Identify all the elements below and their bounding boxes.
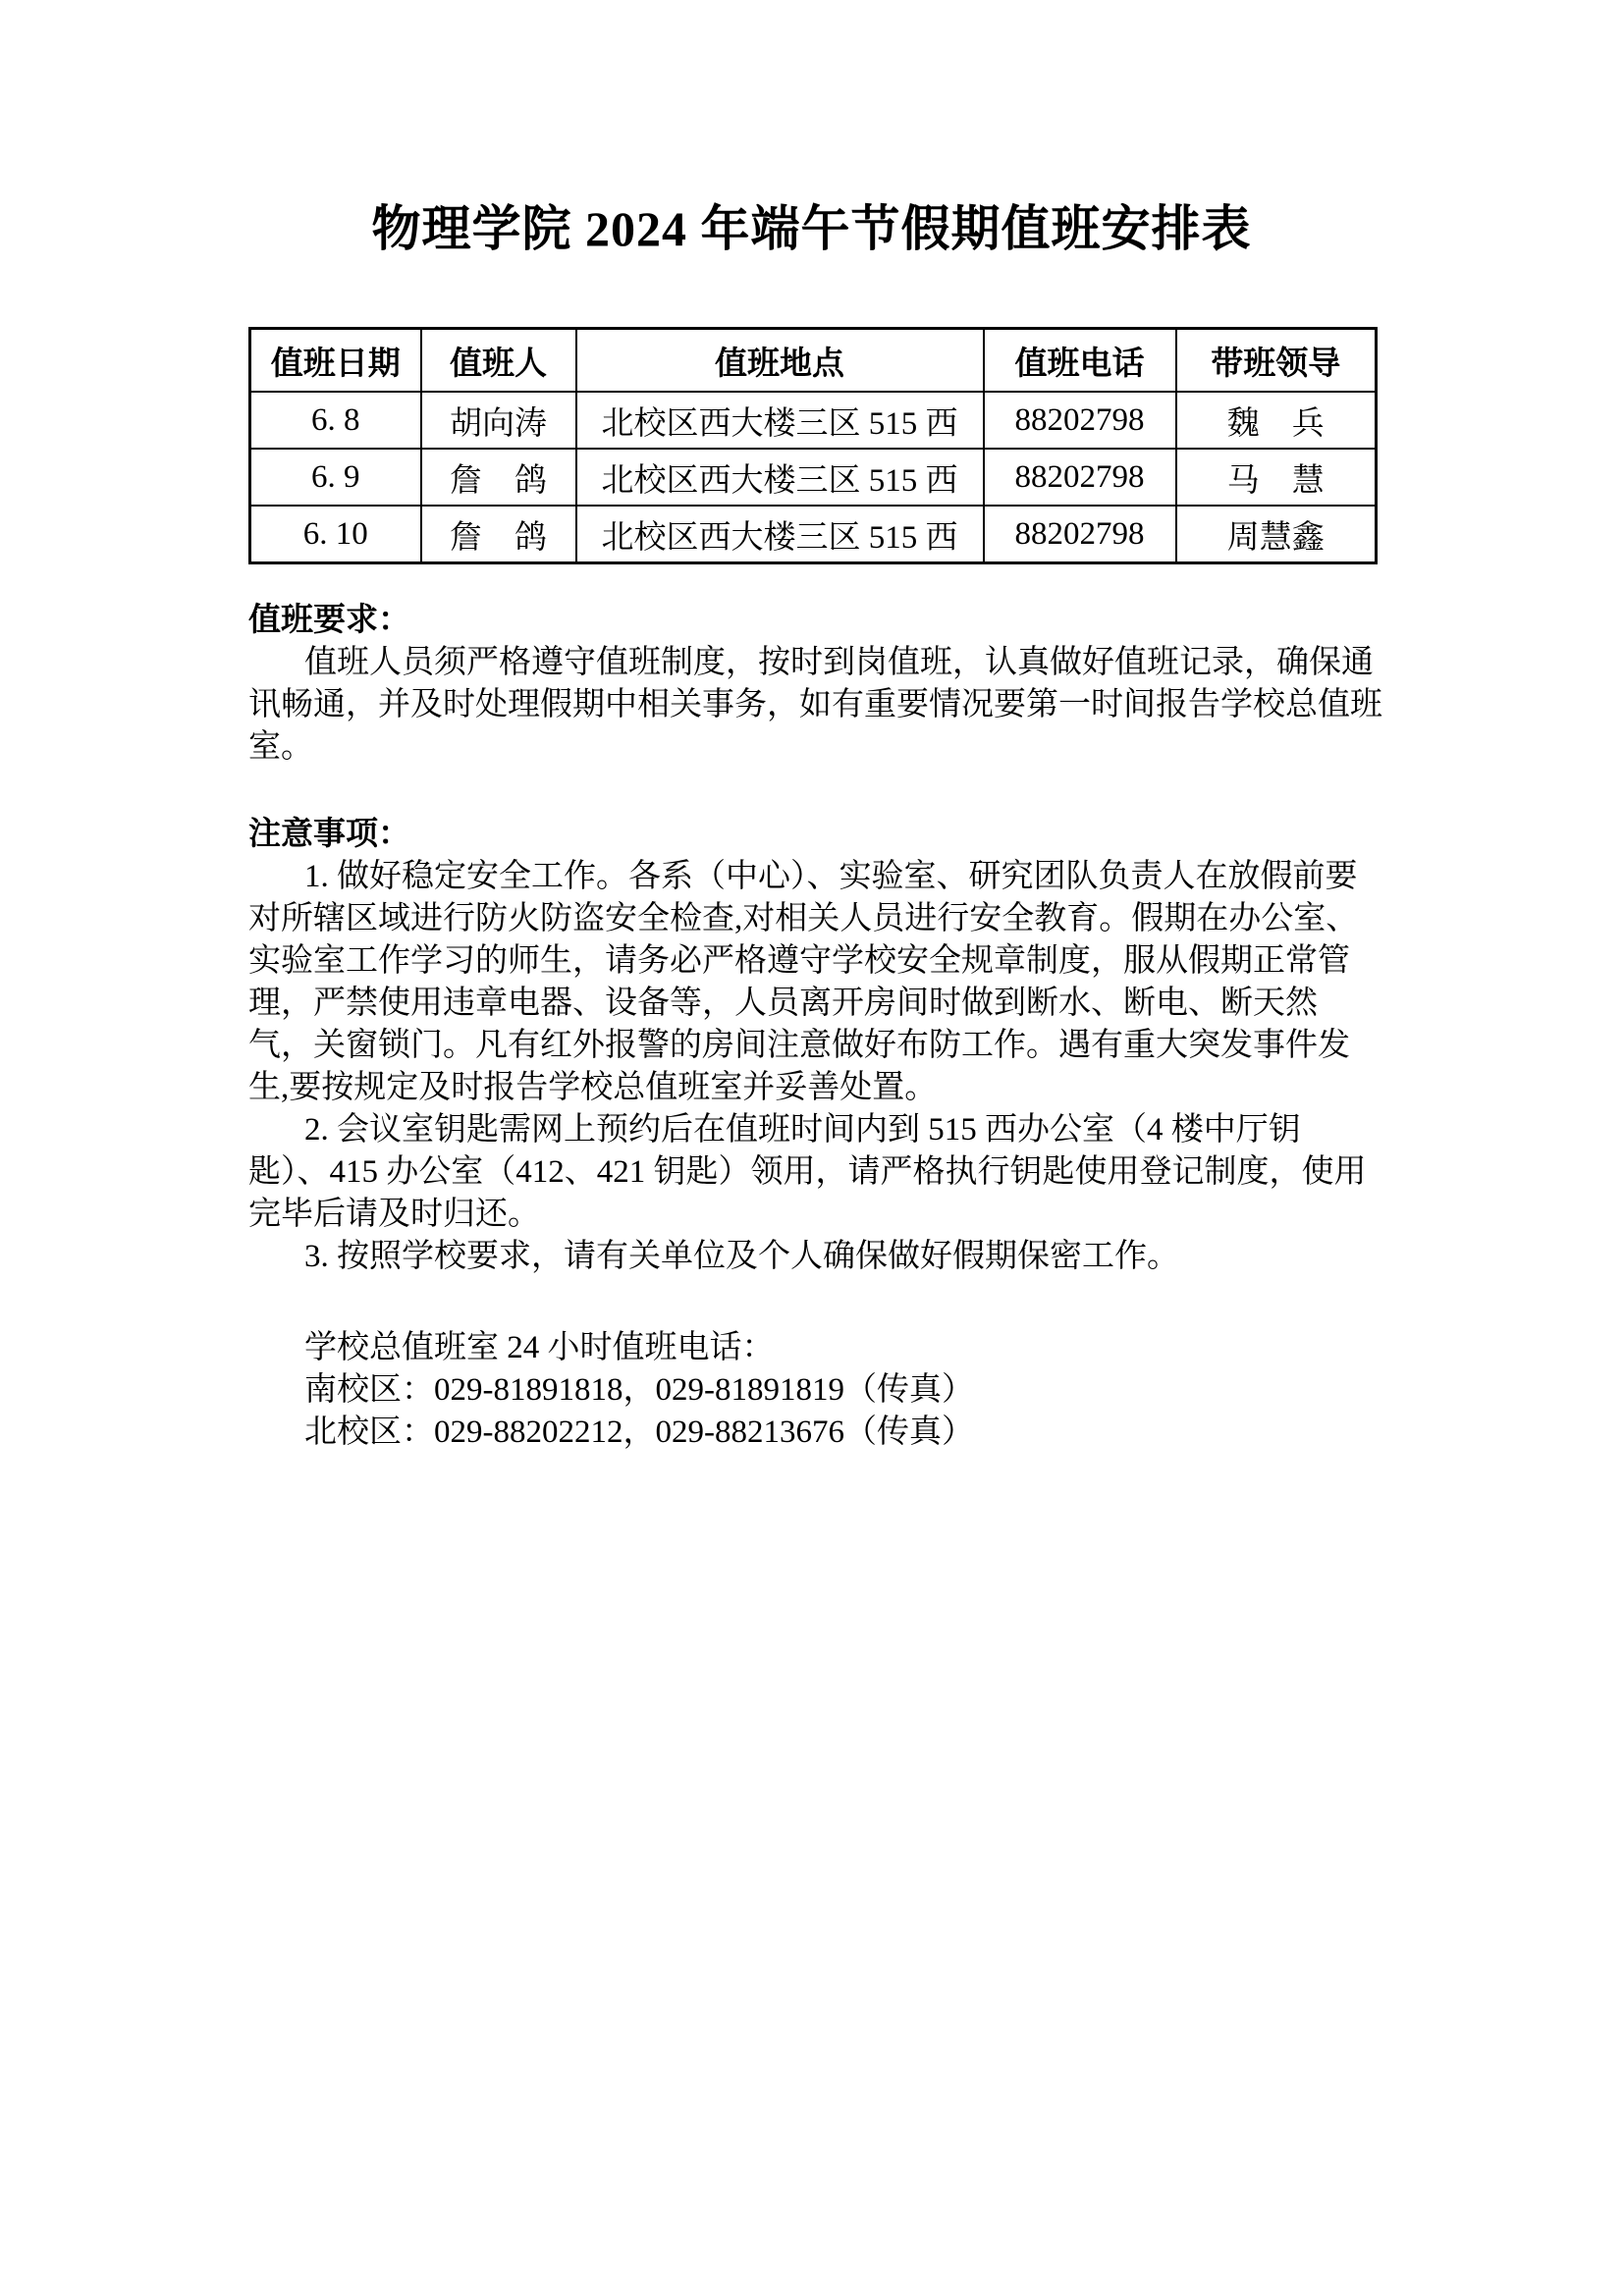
paragraph-line: 匙）、415 办公室（412、421 钥匙）领用，请严格执行钥匙使用登记制度，使用 <box>248 1154 1367 1190</box>
cell-date: 6. 8 <box>250 392 421 449</box>
contact-block <box>248 1327 1375 1454</box>
cell-place: 北校区西大楼三区 515 西 <box>576 449 984 506</box>
cell-place: 北校区西大楼三区 515 西 <box>576 392 984 449</box>
table-row <box>250 506 1377 563</box>
paragraph-line: 对所辖区域进行防火防盗安全检查,对相关人员进行安全教育。假期在办公室、 <box>248 901 1359 936</box>
paragraph-line: 生,要按规定及时报告学校总值班室并妥善处置。 <box>248 1070 938 1105</box>
paragraph-line: 实验室工作学习的师生，请务必严格遵守学校安全规章制度，服从假期正常管 <box>248 943 1350 979</box>
page-title: 物理学院 2024 年端午节假期值班安排表 <box>371 201 1252 256</box>
cell-phone: 88202798 <box>984 392 1176 449</box>
cell-leader: 周慧鑫 <box>1176 506 1377 563</box>
header-cell-duty-person: 值班人 <box>421 329 576 393</box>
notes-item-1 <box>248 856 1375 1109</box>
paragraph-line: 3. 按照学校要求，请有关单位及个人确保做好假期保密工作。 <box>304 1239 1179 1274</box>
cell-person: 詹 鸽 <box>421 506 576 563</box>
header-cell-duty-place: 值班地点 <box>576 329 984 393</box>
notes-heading: 注意事项： <box>248 817 410 852</box>
notes-item-2 <box>248 1109 1375 1236</box>
table-header-row <box>250 329 1377 393</box>
cell-person: 詹 鸽 <box>421 449 576 506</box>
cell-place: 北校区西大楼三区 515 西 <box>576 506 984 563</box>
paragraph-line: 理，严禁使用违章电器、设备等，人员离开房间时做到断水、断电、断天然 <box>248 986 1318 1021</box>
cell-date: 6. 9 <box>250 449 421 506</box>
paragraph-line: 2. 会议室钥匙需网上预约后在值班时间内到 515 西办公室（4 楼中厅钥 <box>304 1112 1301 1148</box>
paragraph-line: 完毕后请及时归还。 <box>248 1197 540 1232</box>
header-cell-duty-date: 值班日期 <box>250 329 421 393</box>
cell-leader: 马 慧 <box>1176 449 1377 506</box>
cell-person: 胡向涛 <box>421 392 576 449</box>
paragraph-line: 1. 做好稳定安全工作。各系（中心）、实验室、研究团队负责人在放假前要 <box>304 859 1358 894</box>
cell-leader: 魏 兵 <box>1176 392 1377 449</box>
cell-phone: 88202798 <box>984 449 1176 506</box>
paragraph-line: 讯畅通，并及时处理假期中相关事务，如有重要情况要第一时间报告学校总值班 <box>248 687 1382 722</box>
duty-schedule-table <box>248 327 1378 564</box>
north-campus-phone-line: 北校区：029-88202212，029-88213676（传真） <box>304 1415 974 1450</box>
header-cell-duty-phone: 值班电话 <box>984 329 1176 393</box>
duty-requirements-heading: 值班要求： <box>248 603 410 638</box>
table-row <box>250 449 1377 506</box>
south-campus-phone-line: 南校区：029-81891818，029-81891819（传真） <box>304 1372 974 1408</box>
table-row <box>250 392 1377 449</box>
contact-heading-line: 学校总值班室 24 小时值班电话： <box>304 1330 775 1365</box>
paragraph-line: 室。 <box>248 729 313 765</box>
header-cell-duty-leader: 带班领导 <box>1176 329 1377 393</box>
paragraph-line: 值班人员须严格遵守值班制度，按时到岗值班，认真做好值班记录，确保通 <box>304 645 1374 680</box>
paragraph-line: 气，关窗锁门。凡有红外报警的房间注意做好布防工作。遇有重大突发事件发 <box>248 1028 1350 1063</box>
cell-date: 6. 10 <box>250 506 421 563</box>
duty-requirements-paragraph <box>248 642 1382 769</box>
cell-phone: 88202798 <box>984 506 1176 563</box>
notes-item-3 <box>248 1236 1375 1278</box>
